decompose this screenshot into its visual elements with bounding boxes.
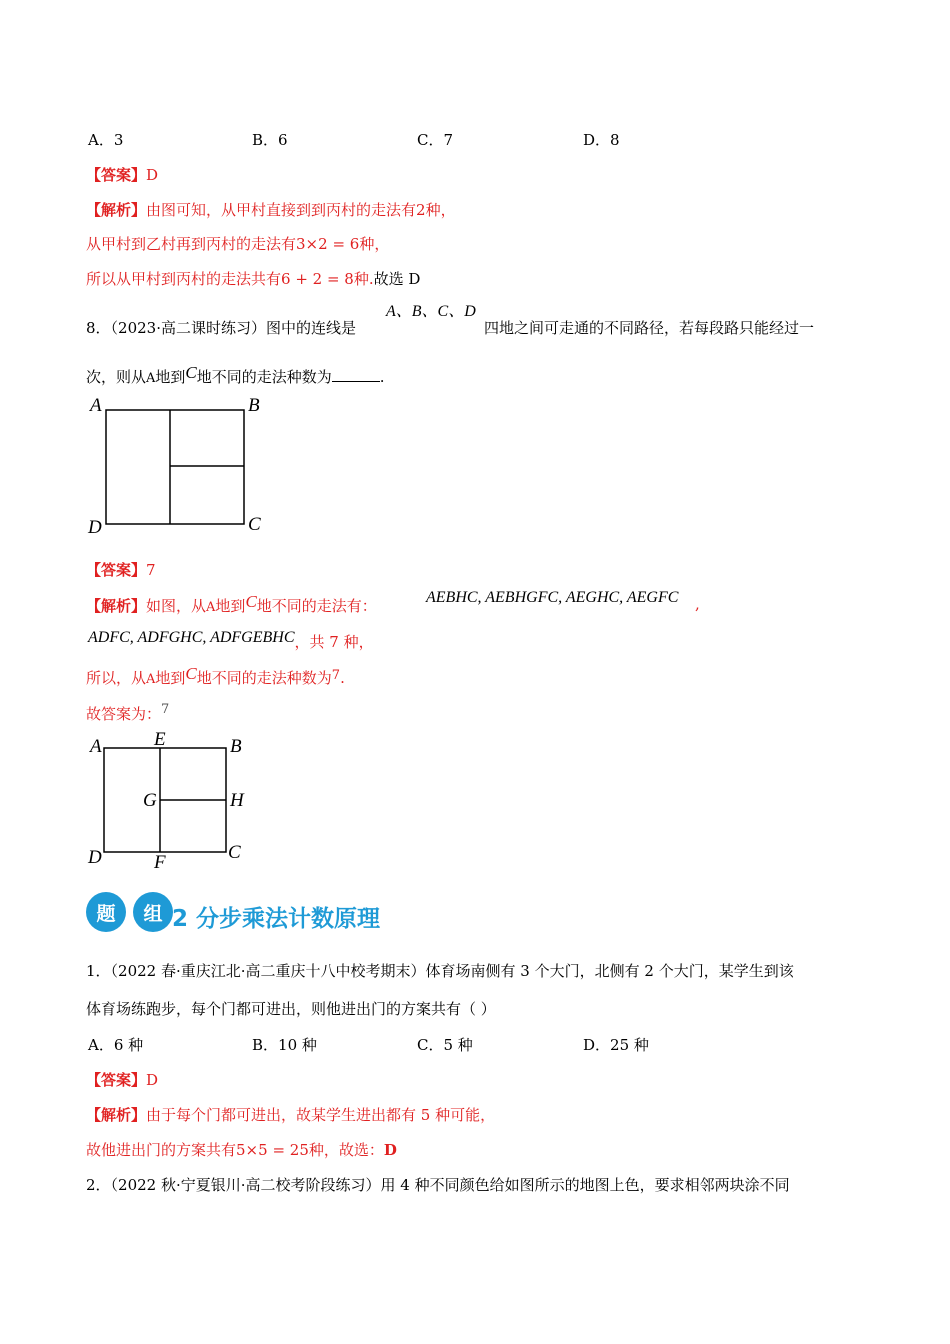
q8-line1-end: 四地之间可走通的不同路径，若每段路只能经过一: [484, 319, 815, 337]
answer-value: D: [146, 166, 159, 184]
label-a: A: [90, 395, 102, 416]
group-title: 2 分步乘法计数原理: [172, 906, 381, 932]
label-h: H: [230, 790, 244, 811]
question-number: 1．: [86, 962, 111, 980]
figure-grid-1: [80, 390, 280, 540]
q7-analysis-line3: [86, 268, 420, 289]
answer-tag: 【答案】: [86, 1071, 147, 1089]
g2-q1-analysis-line1: [86, 1104, 495, 1125]
text: 种，: [425, 201, 456, 219]
math: 6 + 2 = 8: [281, 270, 354, 288]
text: 如图，从: [146, 597, 207, 615]
text: 地到: [155, 368, 186, 386]
q8-analysis-line1: [86, 592, 377, 616]
text: 地不同的走法种数为: [196, 669, 332, 687]
math: C: [185, 363, 197, 382]
label-d: D: [88, 517, 102, 538]
g2-q1-analysis-line2: [86, 1139, 397, 1160]
label-c: C: [248, 514, 261, 535]
q8-points: A、B、C、D: [386, 303, 476, 320]
text: 从甲村到乙村再到丙村的走法有: [86, 235, 297, 253]
g2-q1-answer: [86, 1069, 158, 1090]
q7-analysis-line2: [86, 233, 389, 254]
math: 3×2 = 6: [296, 235, 360, 253]
q8-analysis-line4: [86, 703, 169, 724]
text: 体育场南侧有 3 个大门，北侧有 2 个大门，某学生到该: [425, 962, 794, 980]
answer-value: D: [146, 1071, 159, 1089]
g2-q1-line1: [86, 960, 794, 981]
question-source: （2022 春·重庆江北·高二重庆十八中校考期末）: [110, 962, 426, 980]
comma: ,: [695, 595, 700, 613]
label-b: B: [230, 736, 242, 757]
label-f: F: [154, 852, 166, 873]
text: 用 4 种不同颜色给如图所示的地图上色，要求相邻两块涂不同: [380, 1176, 790, 1194]
analysis-tag: 【解析】: [86, 201, 147, 219]
question-number: 2．: [86, 1176, 111, 1194]
math: C: [245, 592, 257, 611]
math: 7: [161, 702, 170, 717]
text: A: [206, 600, 216, 615]
outer-rect: [106, 410, 244, 524]
q8-answer: [86, 559, 156, 580]
group-badge-1: 题: [86, 892, 126, 932]
math: ADFC, ADFGHC, ADFGEBHC: [88, 629, 295, 646]
q8-line1: [86, 317, 356, 338]
text: 所以，从: [86, 669, 147, 687]
math: 5×5 = 25: [236, 1141, 309, 1159]
math: 2: [416, 201, 426, 219]
analysis-tag: 【解析】: [86, 597, 147, 615]
text: 种，故选：: [308, 1141, 384, 1159]
answer-tag: 【答案】: [86, 166, 147, 184]
q8-analysis-line2: [88, 626, 374, 651]
text: D: [383, 1141, 397, 1159]
option-b: B．6: [252, 131, 288, 149]
q7-analysis-line1: [86, 199, 456, 220]
text: 次，则从: [86, 368, 147, 386]
q7-answer: [86, 164, 158, 185]
label-e: E: [154, 729, 166, 750]
option-d: D．8: [583, 131, 620, 149]
text: 所以从甲村到丙村的走法共有: [86, 270, 282, 288]
g2-q2-line1: [86, 1174, 790, 1195]
question-number: 8．: [86, 319, 111, 337]
math: C: [185, 664, 197, 683]
text: 地不同的走法种数为: [196, 368, 332, 386]
q8-analysis-line3: [86, 664, 345, 688]
option-a: A．6 种: [88, 1036, 144, 1054]
question-source: （2023·高二课时练习）: [110, 319, 266, 337]
answer-value: 7: [146, 561, 156, 579]
label-b: B: [248, 395, 260, 416]
math: 7: [331, 668, 341, 683]
figure-grid-2: [80, 726, 260, 876]
text: 故选 D: [373, 270, 421, 288]
text: A: [146, 672, 156, 687]
option-a: A．3: [88, 131, 124, 149]
question-source: （2022 秋·宁夏银川·高二校考阶段练习）: [110, 1176, 381, 1194]
label-g: G: [143, 790, 157, 811]
analysis-tag: 【解析】: [86, 1106, 147, 1124]
text: 由于每个门都可进出，故某学生进出都有 5 种可能，: [146, 1106, 496, 1124]
text: 地到: [215, 597, 246, 615]
text: 种.: [353, 270, 374, 288]
text: .: [340, 669, 345, 687]
answer-tag: 【答案】: [86, 561, 147, 579]
q8-line2: [86, 363, 385, 387]
option-c: C．5 种: [417, 1036, 473, 1054]
text: 地到: [155, 669, 186, 687]
label-a: A: [90, 736, 102, 757]
group-badge-2: 组: [133, 892, 173, 932]
text: 地不同的走法有：: [256, 597, 377, 615]
text: ，共 7 种，: [294, 633, 374, 651]
answer-blank: [332, 367, 380, 382]
text: A: [146, 371, 156, 386]
option-d: D．25 种: [583, 1036, 649, 1054]
text: 种，: [359, 235, 390, 253]
text: 故答案为：: [86, 705, 162, 723]
option-b: B．10 种: [252, 1036, 317, 1054]
option-c: C．7: [417, 131, 454, 149]
text: 故他进出门的方案共有: [86, 1141, 237, 1159]
q8-paths-1: AEBHC, AEBHGFC, AEGHC, AEGFC: [426, 589, 679, 606]
text: 图中的连线是: [266, 319, 357, 337]
label-d: D: [88, 847, 102, 868]
label-c: C: [228, 842, 241, 863]
text: 由图可知，从甲村直接到到丙村的走法有: [146, 201, 417, 219]
g2-q1-line2: 体育场练跑步，每个门都可进出，则他进出门的方案共有（ ）: [86, 1000, 496, 1018]
text: .: [379, 368, 385, 386]
